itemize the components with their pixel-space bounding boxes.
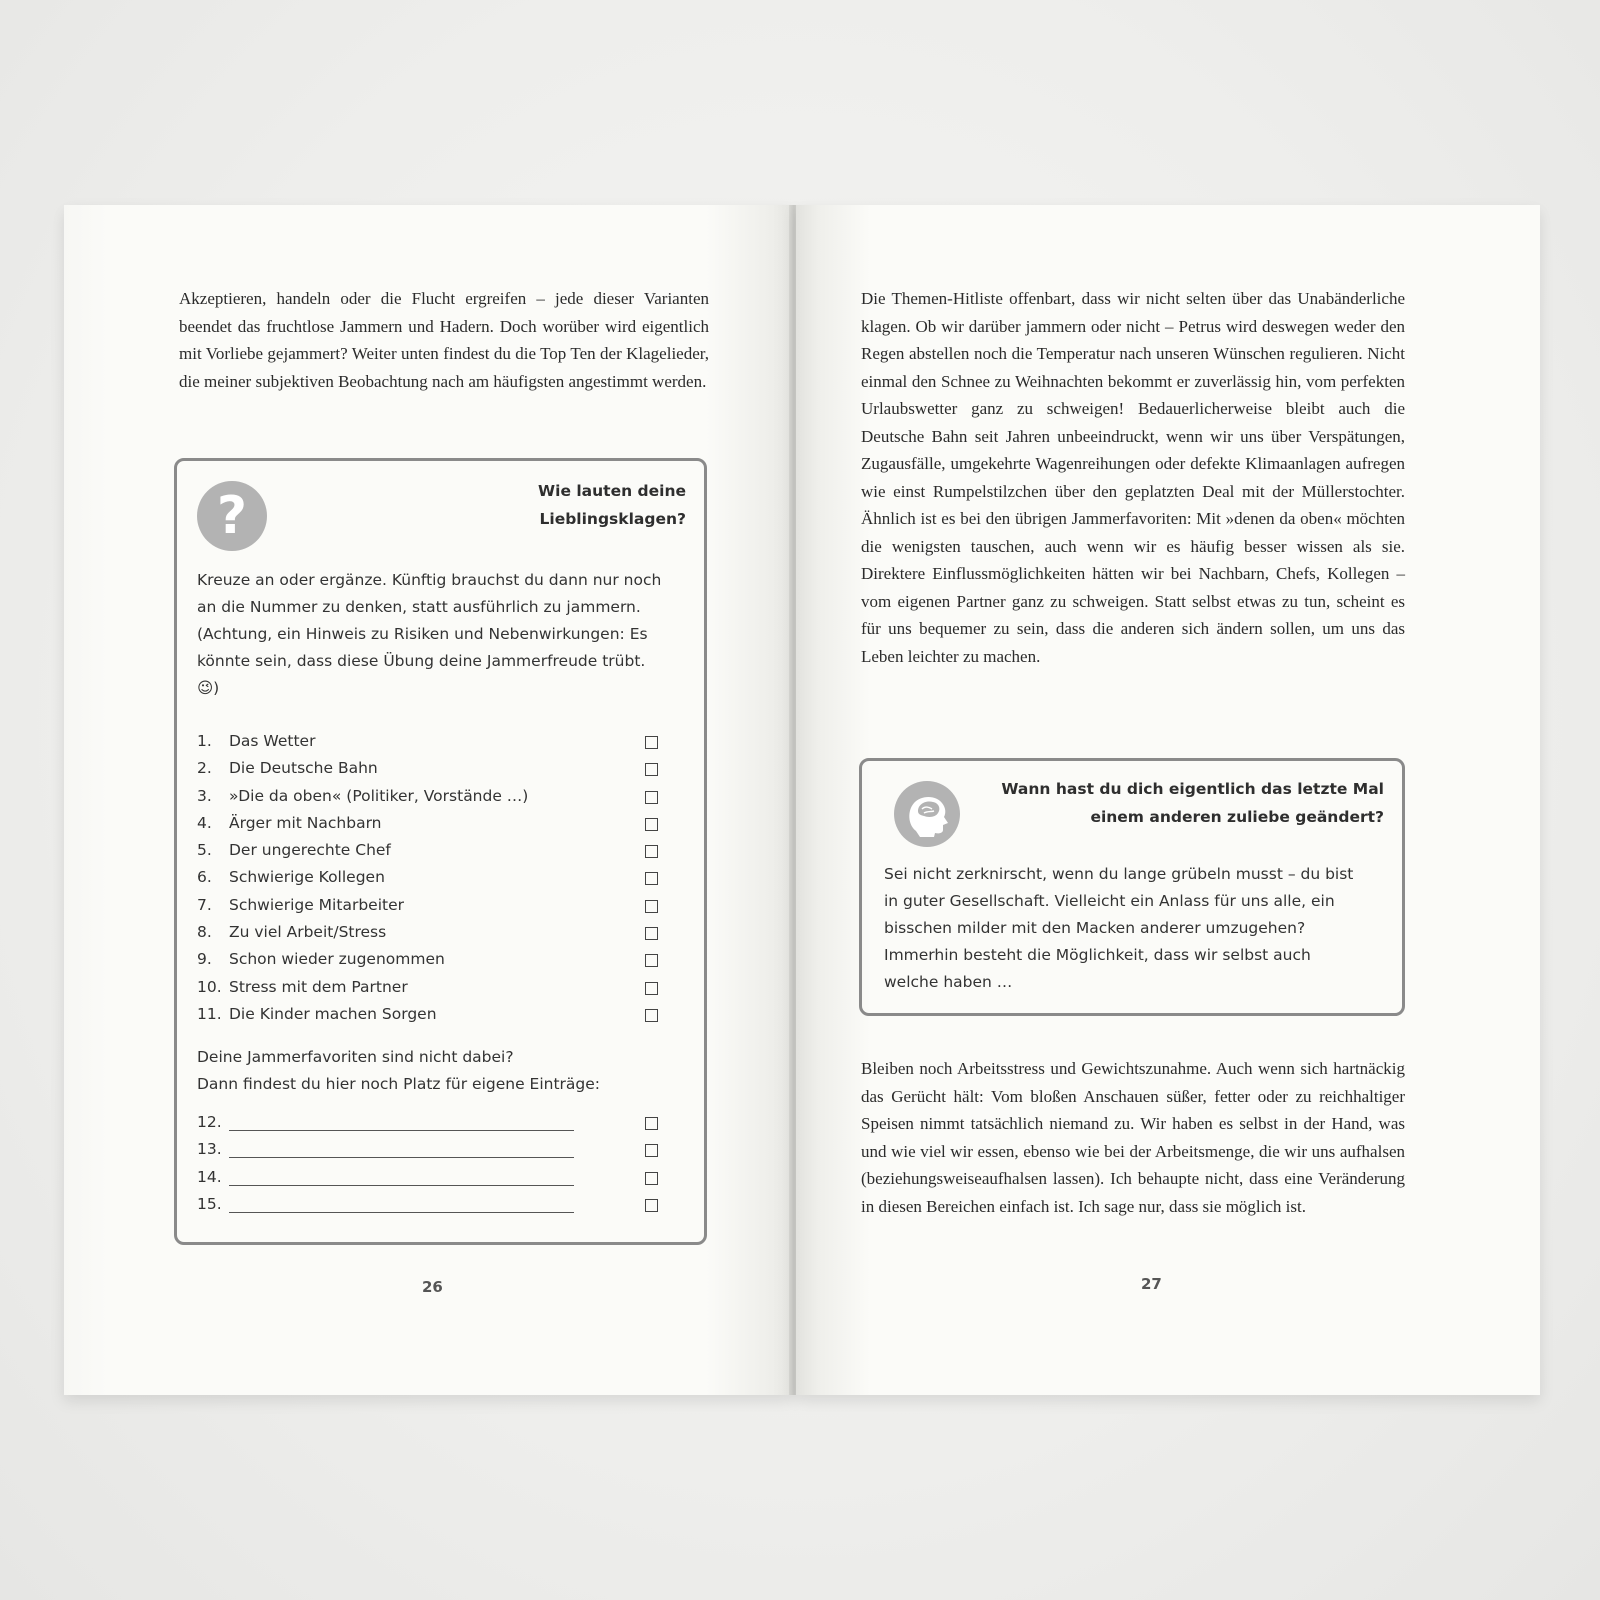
checklist-item (197, 946, 687, 973)
checkbox[interactable] (645, 1117, 658, 1130)
question-mark-icon: ? (197, 481, 267, 551)
item-number: 5. (197, 841, 212, 860)
item-number: 1. (197, 732, 212, 750)
own-entry-item (197, 1164, 687, 1191)
checkbox[interactable] (645, 1172, 658, 1185)
right-page-paragraph-1: Die Themen-Hitliste offenbart, dass wir nicht selten über das Unabänderliche klagen. Ob wir darüber jammern oder nicht – Petrus wird deswegen weder den Regen abstellen noch die Temperatur nach unseren Wünschen regulieren. Nicht einmal den Schnee zu Weihnachten bekommt er zuverlässig hin, vom perfekten Urlaubswetter ganz zu schweigen! Bedauerlicherweise bleibt auch die Deutsche Bahn seit Jahren unbeeindruckt, wenn wir uns über Verspätungen, Zugausfälle, umgekehrte Wagenreihungen oder defekte Klimaanlagen aufregen wie einst Rumpelstilzchen über den geplatzten Deal mit der Müllerstochter. Ähnlich ist es bei den übrigen Jammerfavoriten: Mit »denen da oben« möchten die wenigsten tauschen, auch wenn wir es häufig besser wissen als sie. Direktere Einflussmöglichkeiten hätten wir bei Nachbarn, Chefs, Kollegen – vom eigenen Partner ganz zu schweigen. Statt selbst etwas zu tun, scheint es für uns bequemer zu sein, dass die anderen sich ändern sollen, um uns das Leben leichter zu machen. (861, 289, 1405, 666)
checkbox[interactable] (645, 982, 658, 995)
own-entries-list (197, 1109, 687, 1218)
favorite-complaints-box (174, 458, 707, 1245)
change-reflection-box (859, 758, 1405, 1016)
item-number: 8. (197, 923, 212, 942)
checkbox[interactable] (645, 954, 658, 967)
own-entry-item (197, 1109, 687, 1136)
item-label: Das Wetter (229, 732, 316, 750)
item-label: Die Deutsche Bahn (229, 759, 378, 778)
write-in-line[interactable] (229, 1157, 574, 1158)
item-number: 14. (197, 1167, 222, 1186)
checklist-item (197, 810, 687, 837)
write-in-line[interactable] (229, 1130, 574, 1131)
item-number: 3. (197, 786, 212, 805)
item-label: Die Kinder machen Sorgen (229, 1004, 437, 1023)
write-in-line[interactable] (229, 1212, 574, 1213)
checklist-item (197, 1001, 687, 1028)
checkbox[interactable] (645, 1009, 658, 1022)
checkbox[interactable] (645, 872, 658, 885)
item-number: 9. (197, 950, 212, 969)
item-label: Schwierige Kollegen (229, 868, 385, 887)
checkbox[interactable] (645, 1199, 658, 1212)
page-number-right: 27 (1141, 1275, 1162, 1293)
checkbox[interactable] (645, 927, 658, 940)
item-label: Stress mit dem Partner (229, 977, 408, 996)
checkbox[interactable] (645, 736, 658, 749)
box-title: Wie lauten deine Lieblingsklagen? (538, 482, 686, 528)
checklist-item (197, 755, 687, 782)
checkbox[interactable] (645, 1144, 658, 1157)
complaints-checklist (197, 728, 687, 1028)
checkbox[interactable] (645, 845, 658, 858)
checklist-item (197, 728, 687, 755)
checklist-item (197, 864, 687, 891)
own-entry-item (197, 1136, 687, 1163)
own-entry-item (197, 1191, 687, 1218)
item-label: Ärger mit Nachbarn (229, 813, 382, 832)
item-number: 7. (197, 895, 212, 914)
box-title: Wann hast du dich eigentlich das letzte Mal einem anderen zuliebe geändert? (1001, 780, 1384, 826)
box-body-text: Sei nicht zerknirscht, wenn du lange grübeln musst – du bist in guter Gesellschaft. Vielleicht ein Anlass für uns alle, ein bisschen milder mit den Macken anderer umzugehen? Immerhin besteht die Möglichkeit, dass wir selbst auch welche haben … (884, 865, 1354, 991)
checklist-item (197, 974, 687, 1001)
open-book (64, 205, 1540, 1395)
left-page (64, 205, 794, 1395)
item-label: »Die da oben« (Politiker, Vorstände …) (229, 786, 529, 805)
item-number: 2. (197, 759, 212, 778)
item-number: 4. (197, 813, 212, 832)
checkbox[interactable] (645, 763, 658, 776)
item-number: 6. (197, 868, 212, 887)
item-number: 12. (197, 1113, 222, 1131)
box-extra-prompt: Deine Jammerfavoriten sind nicht dabei? Dann findest du hier noch Platz für eigene Einträge: (197, 1048, 601, 1093)
right-page (796, 205, 1540, 1395)
item-number: 13. (197, 1140, 222, 1159)
write-in-line[interactable] (229, 1185, 574, 1186)
checklist-item (197, 783, 687, 810)
box-intro-text: Kreuze an oder ergänze. Künftig brauchst du dann nur noch an die Nummer zu denken, statt ausführlich zu jammern. (Achtung, ein Hinweis zu Risiken und Nebenwirkungen: Es könnte sein, dass diese Übung deine Jammerfreude trübt. 😉) (197, 571, 662, 697)
item-number: 10. (197, 977, 222, 996)
head-brain-icon (894, 781, 960, 847)
item-label: Schon wieder zugenommen (229, 950, 445, 969)
item-label: Zu viel Arbeit/Stress (229, 923, 387, 942)
item-number: 11. (197, 1004, 222, 1023)
left-page-paragraph: Akzeptieren, handeln oder die Flucht ergreifen – jede dieser Varianten beendet das fruchtlose Jammern und Hadern. Doch worüber wird eigentlich mit Vorliebe gejammert? Weiter unten findest du die Top Ten der Klagelieder, die meiner subjektiven Beobachtung nach am häufigsten angestimmt werden. (179, 289, 709, 391)
checklist-item (197, 919, 687, 946)
item-label: Schwierige Mitarbeiter (229, 895, 404, 914)
checkbox[interactable] (645, 791, 658, 804)
checklist-item (197, 837, 687, 864)
item-label: Der ungerechte Chef (229, 841, 391, 860)
checkbox[interactable] (645, 900, 658, 913)
checkbox[interactable] (645, 818, 658, 831)
right-page-paragraph-2: Bleiben noch Arbeitsstress und Gewichtszunahme. Auch wenn sich hartnäckig das Gerücht hält: Vom bloßen Anschauen süßer, fetter oder zu reichhaltiger Speisen nimmt tatsächlich niemand zu. Wir haben es selbst in der Hand, was und wie viel wir essen, ebenso wie bei der Arbeitsmenge, die wir uns aufhalsen (beziehungsweiseaufhalsen lassen). Ich behaupte nicht, dass eine Veränderung in diesen Bereichen einfach ist. Ich sage nur, dass sie möglich ist. (861, 1059, 1405, 1216)
item-number: 15. (197, 1194, 222, 1213)
checklist-item (197, 892, 687, 919)
page-number-left: 26 (422, 1278, 443, 1296)
